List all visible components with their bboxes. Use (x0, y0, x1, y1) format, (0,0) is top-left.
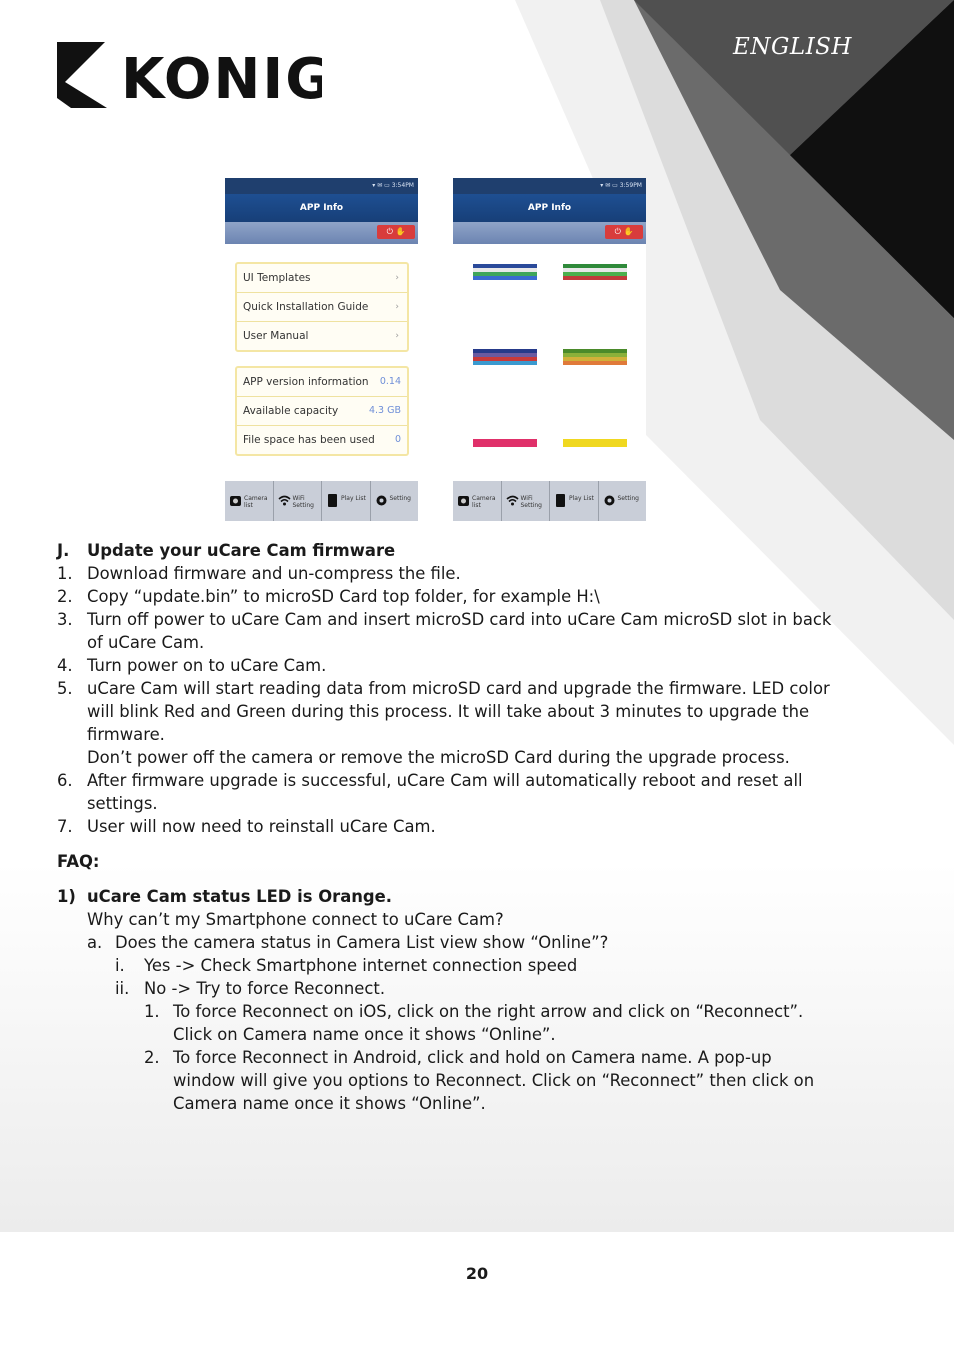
tab-label: WiFi Setting (292, 495, 314, 509)
tab-label: Camera list (244, 495, 268, 509)
power-icon[interactable]: ⏻ ✋ (605, 225, 643, 239)
faq-answer-a (57, 931, 837, 954)
step-5 (57, 677, 837, 769)
info-row-space-used (237, 426, 407, 454)
wifi-icon (506, 493, 519, 508)
step-text: uCare Cam will start reading data from microSD card and upgrade the firmware. LED color (87, 679, 830, 698)
tab-setting[interactable] (599, 481, 647, 521)
camera-icon (229, 493, 242, 508)
tab-label: Camera list (472, 495, 496, 509)
info-value: 0 (394, 434, 401, 445)
ui-template-thumb-blue[interactable] (473, 264, 537, 280)
step-number: 1. (57, 564, 73, 583)
sub-toolbar (453, 222, 646, 244)
step-number: 6. (57, 771, 73, 790)
bottom-tab-bar (453, 481, 646, 521)
sub-toolbar (225, 222, 418, 244)
faq-question-text (57, 908, 837, 931)
logo-text: KONIG (121, 47, 322, 110)
faq-sub-text: Camera name once it shows “Online”. (173, 1094, 486, 1113)
faq-sub-text: Click on Camera name once it shows “Online”. (173, 1025, 556, 1044)
menu-item-user-manual[interactable] (237, 322, 407, 350)
menu-item-label: User Manual (243, 330, 309, 342)
step-text: firmware. (87, 725, 165, 744)
tab-wifi-setting[interactable] (502, 481, 551, 521)
step-4 (57, 654, 837, 677)
ui-template-thumb-green[interactable] (563, 264, 627, 280)
step-number: 3. (57, 610, 73, 629)
page-number: 20 (465, 1264, 489, 1283)
step-3 (57, 608, 837, 654)
ui-template-thumb-navy[interactable] (473, 349, 537, 365)
step-text: settings. (87, 794, 158, 813)
menu-item-label: UI Templates (243, 272, 311, 284)
bottom-tab-bar (225, 481, 418, 521)
step-1 (57, 562, 837, 585)
status-time: 3:59PM (619, 182, 642, 189)
faq-sub-2 (57, 1046, 837, 1115)
status-time: 3:54PM (391, 182, 414, 189)
step-6 (57, 769, 837, 815)
step-number: 2. (57, 587, 73, 606)
ui-template-thumb-yellow[interactable] (563, 439, 627, 447)
step-number: 7. (57, 817, 73, 836)
status-bar: ▾ ✉ ▭ 3:59PM (453, 178, 646, 194)
section-letter: J. (57, 541, 70, 560)
faq-sub-text: To force Reconnect in Android, click and hold on Camera name. A pop-up (173, 1048, 772, 1067)
faq-sub-1 (57, 1000, 837, 1046)
faq-answer-text: Does the camera status in Camera List view show “Online”? (115, 933, 609, 952)
gear-icon (375, 493, 388, 508)
step-text: Download firmware and un-compress the file. (87, 564, 461, 583)
step-warning: Don’t power off the camera or remove the microSD Card during the upgrade process. (87, 748, 790, 767)
list-marker: i. (115, 956, 125, 975)
list-marker: 2. (144, 1048, 160, 1067)
app-screenshot-1 (225, 178, 418, 521)
wifi-icon (278, 493, 291, 508)
chevron-right-icon: › (395, 331, 399, 341)
tab-wifi-setting[interactable] (274, 481, 323, 521)
tab-play-list[interactable] (550, 481, 599, 521)
info-value: 0.14 (379, 376, 401, 387)
tab-setting[interactable] (371, 481, 419, 521)
tab-label: Play List (341, 495, 366, 502)
step-number: 5. (57, 679, 73, 698)
memory-card-icon (326, 493, 339, 508)
gear-icon (603, 493, 616, 508)
app-title: APP Info (225, 194, 418, 222)
faq-number: 1) (57, 887, 76, 906)
step-text: Copy “update.bin” to microSD Card top folder, for example H:\ (87, 587, 600, 606)
app-screenshot-2 (453, 178, 646, 521)
step-text: User will now need to reinstall uCare Cam. (87, 817, 436, 836)
app-title: APP Info (453, 194, 646, 222)
faq-heading: FAQ: (57, 852, 100, 871)
section-title: Update your uCare Cam firmware (87, 541, 396, 560)
faq-answer-text: No -> Try to force Reconnect. (144, 979, 386, 998)
faq-sub-text: window will give you options to Reconnect. Click on “Reconnect” then click on (173, 1071, 815, 1090)
step-text: will blink Red and Green during this process. It will take about 3 minutes to upgrade the (87, 702, 810, 721)
tab-label: Setting (617, 495, 639, 502)
ui-template-thumb-olive[interactable] (563, 349, 627, 365)
info-label: File space has been used (243, 434, 375, 446)
list-marker: a. (87, 933, 103, 952)
chevron-right-icon: › (395, 273, 399, 283)
info-label: APP version information (243, 376, 369, 388)
chevron-right-icon: › (395, 302, 399, 312)
faq-sub-text: To force Reconnect on iOS, click on the right arrow and click on “Reconnect”. (173, 1002, 804, 1021)
konig-logo-mark (57, 40, 322, 110)
faq-answer-ii (57, 977, 837, 1000)
step-7 (57, 815, 837, 838)
ui-template-thumb-pink[interactable] (473, 439, 537, 447)
info-row-app-version (237, 368, 407, 397)
status-bar: ▾ ✉ ▭ 3:54PM (225, 178, 418, 194)
info-row-capacity (237, 397, 407, 426)
menu-item-label: Quick Installation Guide (243, 301, 369, 313)
memory-card-icon (554, 493, 567, 508)
step-2 (57, 585, 837, 608)
document-body (57, 539, 837, 1115)
tab-camera-list[interactable] (225, 481, 274, 521)
faq-answer-text: Yes -> Check Smartphone internet connection speed (144, 956, 578, 975)
info-value: 4.3 GB (368, 405, 401, 416)
step-text: Turn off power to uCare Cam and insert microSD card into uCare Cam microSD slot in back (87, 610, 832, 629)
camera-icon (457, 493, 470, 508)
konig-logo (57, 40, 322, 110)
tab-camera-list[interactable] (453, 481, 502, 521)
faq-title: uCare Cam status LED is Orange. (87, 887, 393, 906)
faq-question: Why can’t my Smartphone connect to uCare Cam? (87, 910, 504, 929)
tab-label: Setting (389, 495, 411, 502)
power-icon[interactable]: ⏻ ✋ (377, 225, 415, 239)
menu-item-ui-templates[interactable] (237, 264, 407, 293)
tab-label: Play List (569, 495, 594, 502)
tab-play-list[interactable] (322, 481, 371, 521)
step-text: After firmware upgrade is successful, uCare Cam will automatically reboot and reset all (87, 771, 803, 790)
faq-answer-i (57, 954, 837, 977)
list-marker: ii. (115, 979, 130, 998)
menu-links-group (235, 262, 409, 352)
step-text: of uCare Cam. (87, 633, 205, 652)
info-label: Available capacity (243, 405, 339, 417)
menu-item-quick-guide[interactable] (237, 293, 407, 322)
faq-question-1-title (57, 885, 837, 908)
language-label: ENGLISH (733, 34, 852, 60)
section-j-heading (57, 539, 837, 562)
info-group (235, 366, 409, 456)
step-number: 4. (57, 656, 73, 675)
tab-label: WiFi Setting (520, 495, 542, 509)
list-marker: 1. (144, 1002, 160, 1021)
step-text: Turn power on to uCare Cam. (87, 656, 327, 675)
